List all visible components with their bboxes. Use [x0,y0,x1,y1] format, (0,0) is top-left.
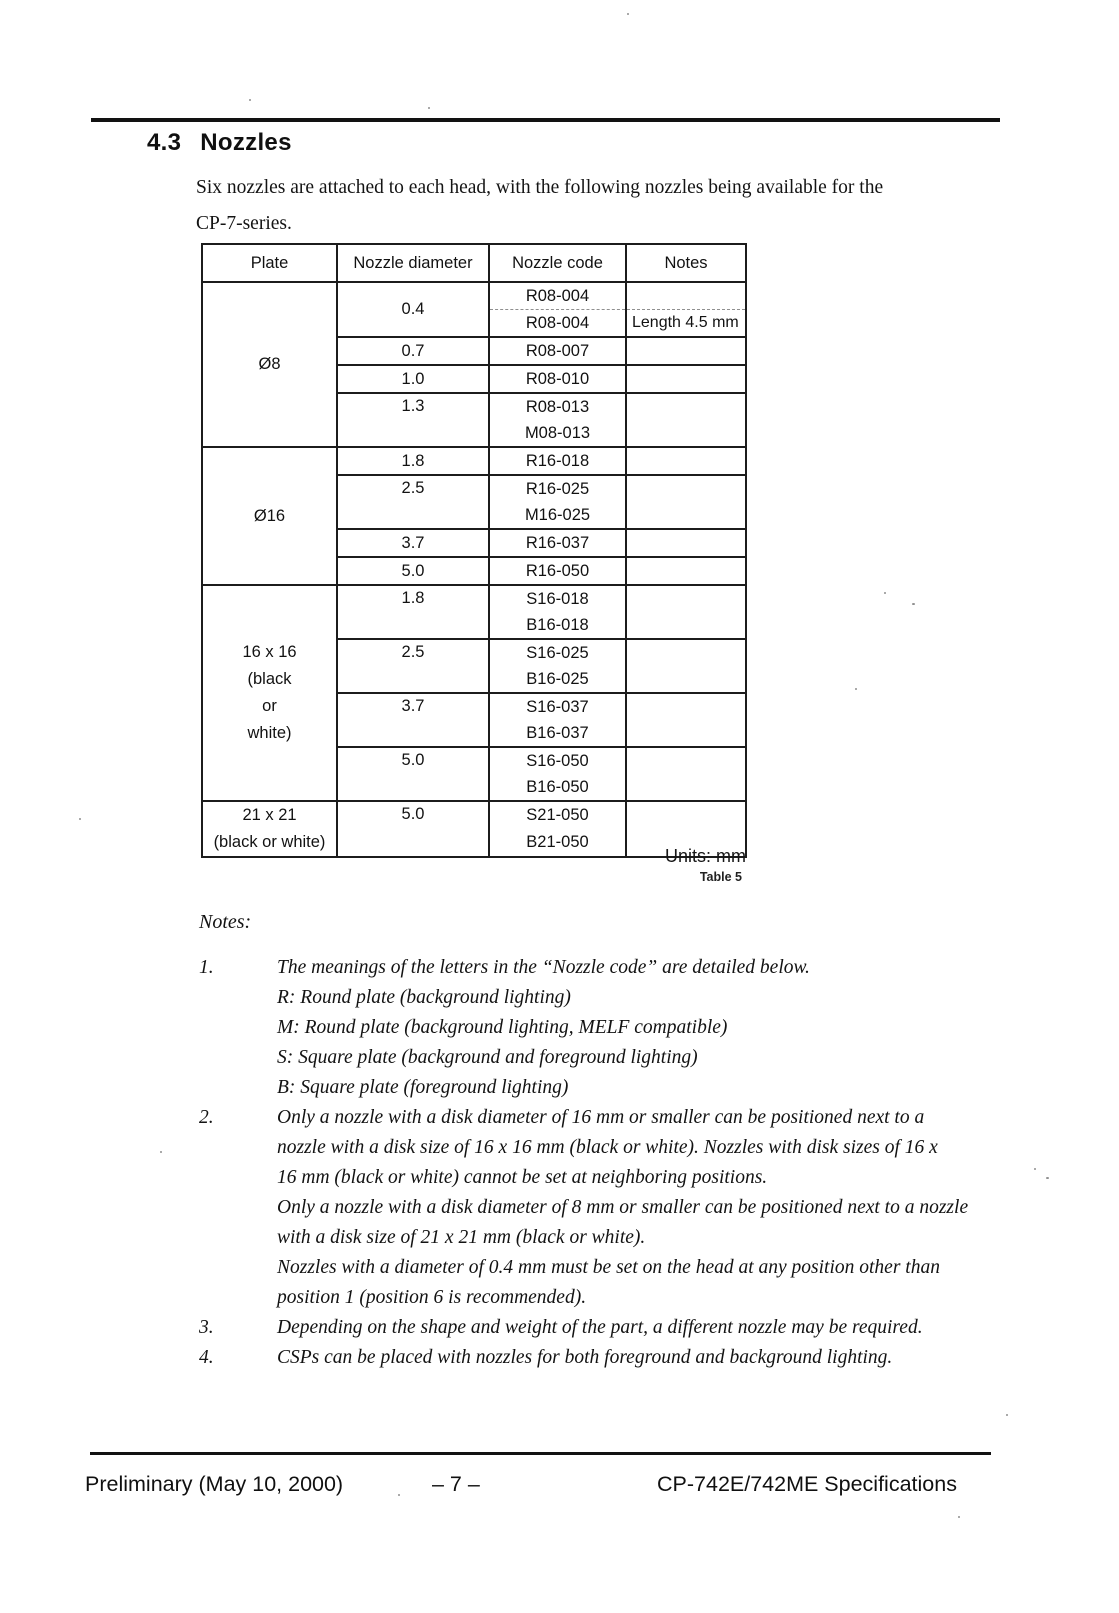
intro-line: CP-7-series. [196,213,292,234]
note-line: Depending on the shape and weight of the part, a different nozzle may be required. [277,1317,923,1338]
notes-label: Notes: [199,911,252,933]
note-cell: Length 4.5 mm [626,310,746,338]
plate-cell: Ø16 [202,447,337,585]
note-number: 1. [199,957,214,978]
scan-speck [912,603,915,605]
note-cell [626,529,746,557]
code-cell: R16-037 [489,529,626,557]
diameter-cell: 5.0 [337,747,489,801]
diameter-cell: 2.5 [337,475,489,529]
note-line: The meanings of the letters in the “Nozzle code” are detailed below. [277,957,810,978]
plate-cell: Ø8 [202,282,337,447]
diameter-cell: 1.3 [337,393,489,447]
diameter-cell: 1.8 [337,585,489,639]
code-cell: R08-007 [489,337,626,365]
code-cell: S21-050 [489,801,626,829]
diameter-cell: 0.4 [337,282,489,337]
table-row [202,282,746,310]
intro-line: Six nozzles are attached to each head, with the following nozzles being available for the [196,177,884,198]
code-cell: S16-050 [489,747,626,774]
code-cell: R16-018 [489,447,626,475]
note-cell [626,282,746,310]
code-cell: S16-018 [489,585,626,612]
code-cell: R08-004 [489,282,626,310]
intro-paragraph [196,170,986,242]
diameter-cell: 5.0 [337,557,489,585]
top-rule [91,118,1000,122]
note-line: Only a nozzle with a disk diameter of 8 mm or smaller can be positioned next to a nozzle [277,1197,969,1218]
note-item [199,1313,1089,1343]
note-item [199,1343,1089,1373]
note-cell [626,337,746,365]
scan-speck [958,1516,960,1518]
note-line: Nozzles with a diameter of 0.4 mm must be set on the head at any position other than [277,1257,940,1278]
table-row [202,585,746,612]
note-text [277,1343,1089,1373]
col-header-plate: Plate [202,244,337,282]
section-title: Nozzles [200,129,292,156]
note-number: 2. [199,1107,214,1128]
note-line: 16 mm (black or white) cannot be set at neighboring positions. [277,1167,768,1188]
note-number: 4. [199,1347,214,1368]
diameter-cell: 3.7 [337,693,489,747]
scan-speck [160,1151,162,1153]
diameter-cell: 1.8 [337,447,489,475]
note-cell [626,365,746,393]
plate-cell: 21 x 21 (black or white) [202,801,337,857]
page-number: – 7 – [432,1472,480,1496]
scan-speck [1006,1414,1008,1416]
note-cell [626,585,746,639]
note-text [277,1103,1089,1313]
diameter-cell: 0.7 [337,337,489,365]
code-cell: R16-025 [489,475,626,502]
diameter-cell: 3.7 [337,529,489,557]
note-line: with a disk size of 21 x 21 mm (black or white). [277,1227,646,1248]
note-line: Only a nozzle with a disk diameter of 16 mm or smaller can be positioned next to a [277,1107,925,1128]
note-item [199,1103,1089,1313]
code-cell: B16-037 [489,720,626,747]
scan-speck [884,592,886,594]
section-heading [147,129,292,157]
note-line: CSPs can be placed with nozzles for both foreground and background lighting. [277,1347,893,1368]
code-cell: B16-050 [489,774,626,801]
scan-speck [627,13,629,15]
note-item [199,953,1089,1103]
note-line: B: Square plate (foreground lighting) [277,1077,569,1098]
note-cell [626,747,746,801]
table-row [202,447,746,475]
diameter-cell: 5.0 [337,801,489,857]
col-header-diameter: Nozzle diameter [337,244,489,282]
note-cell [626,447,746,475]
section-number: 4.3 [147,129,182,156]
code-cell: M16-025 [489,502,626,529]
note-cell [626,693,746,747]
note-line: M: Round plate (background lighting, MELF compatible) [277,1017,728,1038]
code-cell: R08-013 [489,393,626,420]
table-row [202,801,746,829]
note-cell [626,557,746,585]
note-line: S: Square plate (background and foreground lighting) [277,1047,698,1068]
footer-status: Preliminary (May 10, 2000) [85,1472,344,1496]
table-captions [201,846,746,884]
scan-speck [79,818,81,820]
scan-speck [428,107,430,109]
code-cell: S16-025 [489,639,626,666]
plate-cell: 16 x 16 (black or white) [202,585,337,801]
note-line: nozzle with a disk size of 16 x 16 mm (black or white). Nozzles with disk sizes of 16 x [277,1137,938,1158]
scan-speck [398,1494,400,1496]
note-cell [626,393,746,447]
nozzle-table [201,243,747,858]
note-text [277,1313,1089,1343]
bottom-rule [90,1452,991,1455]
diameter-cell: 2.5 [337,639,489,693]
code-cell: B16-025 [489,666,626,693]
code-cell: B16-018 [489,612,626,639]
col-header-notes: Notes [626,244,746,282]
code-cell: S16-037 [489,693,626,720]
code-cell: B21-050 [489,829,626,857]
note-line: R: Round plate (background lighting) [277,987,571,1008]
code-cell: R08-010 [489,365,626,393]
scan-speck [249,99,251,101]
scan-speck [1034,1168,1036,1170]
code-cell: R08-004 [489,310,626,338]
note-text [277,953,1089,1103]
note-cell [626,639,746,693]
notes-list [199,953,1089,1373]
note-line: position 1 (position 6 is recommended). [277,1287,587,1308]
code-cell: M08-013 [489,420,626,447]
scan-speck [855,688,857,690]
col-header-code: Nozzle code [489,244,626,282]
code-cell: R16-050 [489,557,626,585]
note-cell [626,475,746,529]
diameter-cell: 1.0 [337,365,489,393]
note-number: 3. [199,1317,214,1338]
table-number-caption: Table 5 [699,870,742,884]
scan-speck [1046,1177,1049,1179]
footer-document-title: CP-742E/742ME Specifications [657,1472,957,1496]
units-caption: Units: mm [665,846,746,866]
